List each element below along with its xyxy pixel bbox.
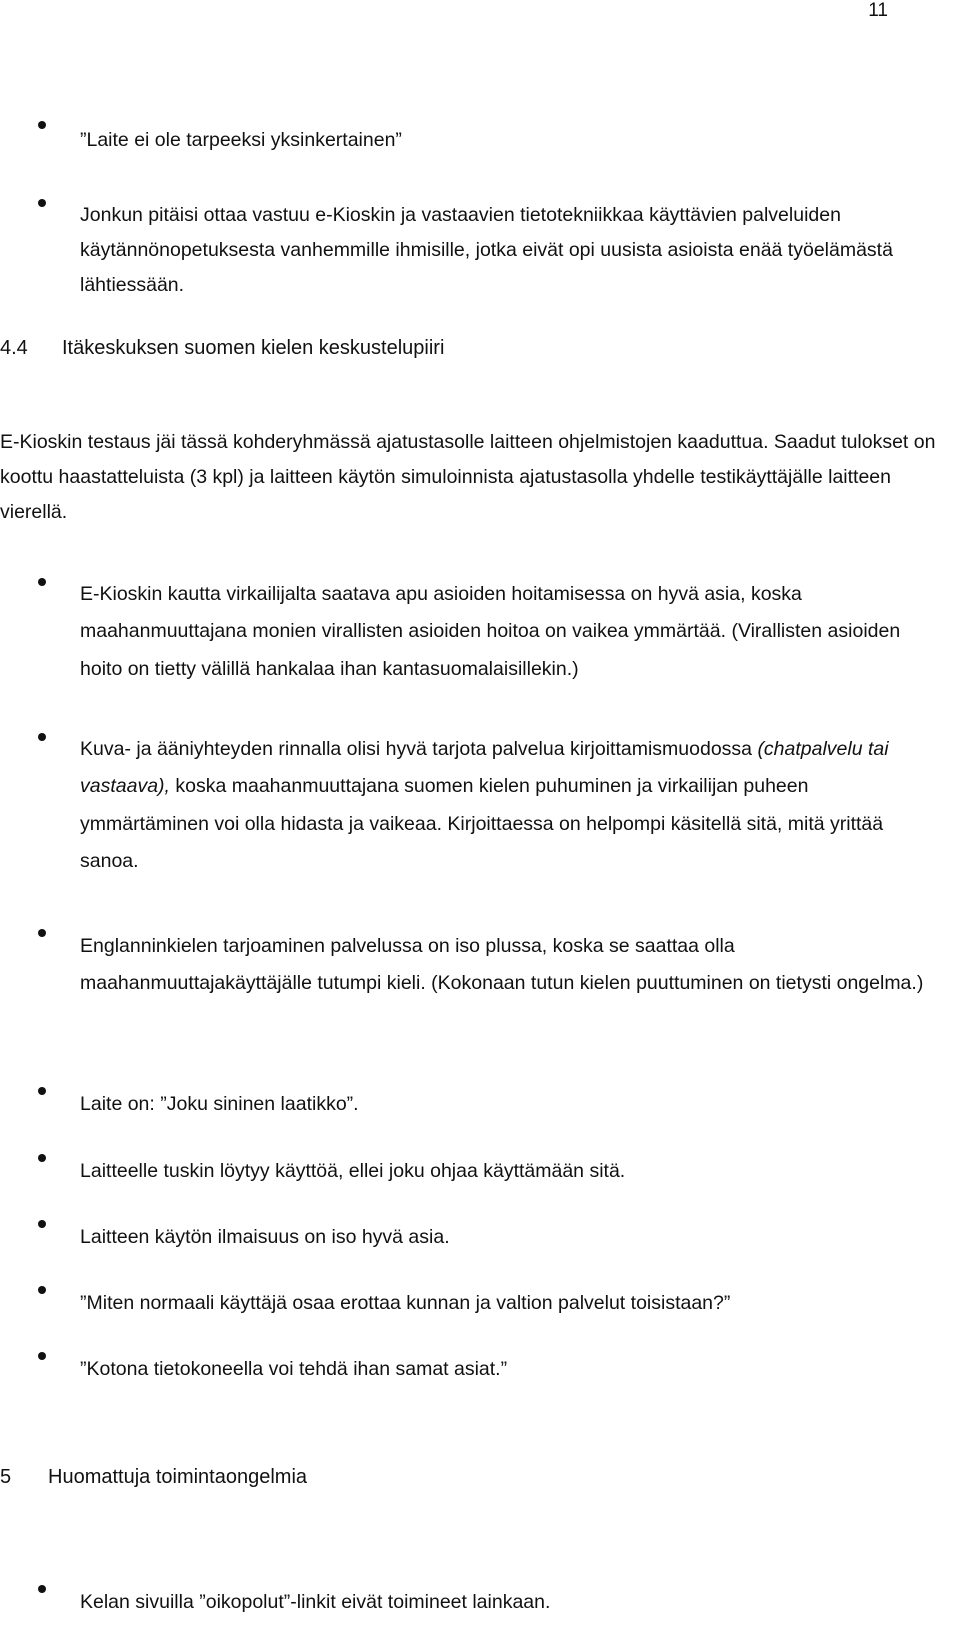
section-heading-4-4 [0, 333, 444, 363]
section-title: Huomattuja toimintaongelmia [48, 1466, 308, 1488]
bullet-item: Englanninkielen tarjoaminen palvelussa on iso plussa, koska se saattaa olla maahanmuuttajakäyttäjälle tutumpi kieli. (Kokonaan tutun kielen puuttuminen on tietysti ongelma.) [80, 934, 924, 994]
bullet-dot [38, 1220, 46, 1228]
bullet-dot [38, 1352, 46, 1360]
page-number: 11 [868, 0, 888, 21]
italic-text: (chatpalvelu tai vastaava), [80, 737, 889, 797]
bullet-item: E-Kioskin kautta virkailijalta saatava apu asioiden hoitamisessa on hyvä asia, koska maahanmuuttajana monien virallisten asioiden hoitoa on vaikea ymmärtää. (Virallisten asioiden hoito on tietty välillä hankalaa ihan kantasuomalaisillekin.) [80, 582, 901, 680]
bullet-dot [38, 1154, 46, 1162]
bullet-item: ”Miten normaali käyttäjä osaa erottaa kunnan ja valtion palvelut toisistaan?” [80, 1291, 731, 1314]
bullet-item: ”Laite ei ole tarpeeksi yksinkertainen” [80, 128, 402, 151]
bullet-item: Kelan sivuilla ”oikopolut”-linkit eivät toimineet lainkaan. [80, 1590, 551, 1613]
section-number: 5 [0, 1466, 12, 1488]
bullet-dot [38, 929, 46, 937]
bullet-dot [38, 121, 46, 129]
bullet-item: Laite on: ”Joku sininen laatikko”. [80, 1092, 359, 1115]
bullet-item: ”Kotona tietokoneella voi tehdä ihan samat asiat.” [80, 1357, 508, 1380]
bullet-dot [38, 578, 46, 586]
bullet-item: Laitteen käytön ilmaisuus on iso hyvä asia. [80, 1225, 450, 1248]
bullet-dot [38, 1286, 46, 1294]
section-number: 4.4 [0, 337, 28, 359]
bullet-dot [38, 199, 46, 207]
bullet-dot [38, 1585, 46, 1593]
bullet-dot [38, 1087, 46, 1095]
bullet-item: Jonkun pitäisi ottaa vastuu e-Kioskin ja vastaavien tietotekniikkaa käyttävien palveluiden käytännönopetuksesta vanhemmille ihmisille, jotka eivät opi uusista asioista enää työelämästä lähtiessään. [80, 203, 893, 296]
section-heading-5 [0, 1462, 307, 1492]
section-paragraph: E-Kioskin testaus jäi tässä kohderyhmässä ajatustasolle laitteen ohjelmistojen kaaduttua. Saadut tulokset on koottu haastatteluista (3 kpl) ja laitteen käytön simuloinnista ajatustasolla yhdelle testikäyttäjälle laitteen vierellä. [0, 430, 936, 523]
bullet-dot [38, 733, 46, 741]
bullet-item: Laitteelle tuskin löytyy käyttöä, ellei joku ohjaa käyttämään sitä. [80, 1159, 626, 1182]
section-title: Itäkeskuksen suomen kielen keskustelupiiri [62, 337, 445, 359]
bullet-item: Kuva- ja ääniyhteyden rinnalla olisi hyvä tarjota palvelua kirjoittamismuodossa (chatpalvelu tai vastaava), koska maahanmuuttajana suomen kielen puhuminen ja virkailijan puheen ymmärtäminen voi olla hidasta ja vaikeaa. Kirjoittaessa on helpompi käsitellä sitä, mitä yrittää sanoa. [80, 737, 889, 872]
